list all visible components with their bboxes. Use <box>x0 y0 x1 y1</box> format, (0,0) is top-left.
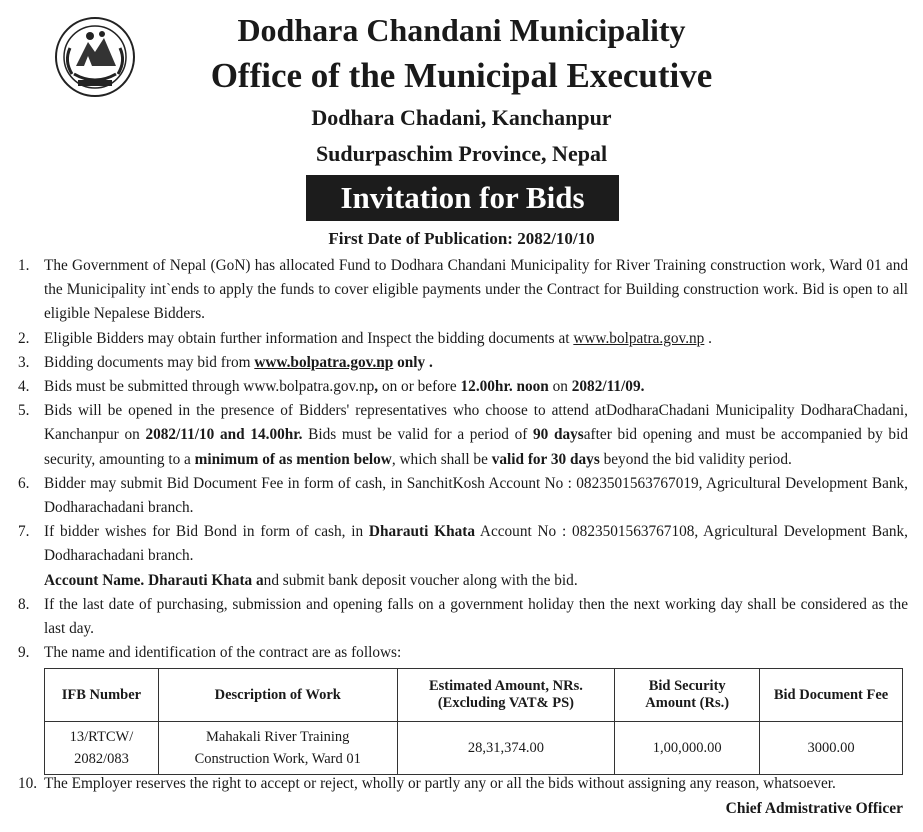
item-text <box>44 351 908 375</box>
item-text: Bidder may submit Bid Document Fee in form of cash, in SanchitKosh Account No : 0823501563767019, Agricultural Development Bank, Dodharachadani branch. <box>44 474 908 517</box>
col-estimated-amount <box>397 669 615 722</box>
conditions-list <box>18 254 908 665</box>
validity-period: 90 days <box>533 426 584 444</box>
cell-line: Construction Work, Ward 01 <box>194 751 361 767</box>
item-text-part: on or before <box>381 378 461 396</box>
header-line: Bid Security <box>648 678 726 694</box>
cell-bid-security: 1,00,000.00 <box>615 722 760 775</box>
item-number: 3. <box>18 353 30 371</box>
list-item <box>18 399 908 472</box>
col-document-fee: Bid Document Fee <box>760 669 903 722</box>
item-number: 10. <box>18 775 38 792</box>
item-text: The Government of Nepal (GoN) has allocated Fund to Dodhara Chandani Municipality for River Training construction work, Ward 01 and the Municipality int`ends to apply the funds to cover eligible payments under the Contract for Building construction work. Bid is open to all eligible Nepalese Bidders. <box>44 257 908 323</box>
item-text-part: , which shall be <box>391 450 492 468</box>
office-name: Office of the Municipal Executive <box>210 56 713 95</box>
item-number: 8. <box>18 595 30 613</box>
item-number: 7. <box>18 523 30 541</box>
list-item <box>18 254 908 327</box>
item-number: 6. <box>18 474 30 492</box>
list-item <box>18 327 908 351</box>
list-item <box>18 593 908 641</box>
account-label: Dharauti Khata <box>368 523 475 541</box>
item-number: 4. <box>18 378 30 396</box>
item-text-part: If bidder wishes for Bid Bond in form of cash, in <box>44 523 369 541</box>
item-text-part: Bids will be opened in the presence of Bidders' representatives who choose to attend atDodharaChadani Municipality DodharaChadani, Kanchanpur on <box>44 402 908 444</box>
item-text-part: Bids must be valid for a period of <box>302 426 534 444</box>
item-number: 2. <box>18 329 30 347</box>
item-text <box>44 327 908 351</box>
col-ifb-number: IFB Number <box>45 669 159 722</box>
item-text <box>44 399 908 472</box>
item-text-part: Eligible Bidders may obtain further information and Inspect the bidding documents at <box>44 329 574 347</box>
cell-document-fee: 3000.00 <box>760 722 903 775</box>
item-text: The name and identification of the contract are as follows: <box>44 644 402 662</box>
item-text-part: beyond the bid validity period. <box>599 450 792 468</box>
item-text: If the last date of purchasing, submission and opening falls on a government holiday then the next working day shall be considered as the last day. <box>44 595 908 638</box>
list-item <box>18 772 908 796</box>
col-description: Description of Work <box>158 669 397 722</box>
col-bid-security <box>615 669 760 722</box>
cell-estimated-amount: 28,31,374.00 <box>397 722 615 775</box>
municipality-name: Dodhara Chandani Municipality <box>237 12 686 48</box>
cell-line: 2082/083 <box>74 751 129 767</box>
account-name: Account Name. Dharauti Khata a <box>44 571 264 589</box>
item-text-part: Bidding documents may bid from <box>44 353 255 371</box>
item-text <box>44 375 908 399</box>
signatory-title: Chief Admistrative Officer <box>725 800 903 817</box>
notice-title: Invitation for Bids <box>306 175 619 221</box>
publication-date: First Date of Publication: 2082/10/10 <box>328 229 595 248</box>
item-number: 5. <box>18 402 30 420</box>
contract-table <box>44 668 903 775</box>
opening-date: 2082/11/10 and 14.00hr. <box>145 426 303 444</box>
item-text-bold: minimum of as mention below <box>194 450 392 468</box>
list-item <box>18 375 908 399</box>
office-address: Dodhara Chadani, Kanchanpur <box>311 105 612 130</box>
item-number: 9. <box>18 644 30 662</box>
table-row <box>45 722 903 775</box>
item-text-part: . <box>704 329 712 347</box>
submission-time: 12.00hr. noon <box>460 378 549 396</box>
header-line: Estimated Amount, NRs. <box>428 678 583 694</box>
table-header-row <box>45 669 903 722</box>
item-text-part: Account No : 0823501563767108, Agricultural Development Bank, Dodharachadani branch. <box>44 523 909 565</box>
item-text-part: on <box>548 378 572 396</box>
header-line: (Excluding VAT& PS) <box>437 695 574 711</box>
item-text-part: after bid opening and must be accompanied by bid security, amounting to a <box>44 426 908 468</box>
list-item <box>18 351 908 375</box>
list-item <box>18 641 908 665</box>
header-line: Amount (Rs.) <box>645 695 730 711</box>
list-item <box>18 520 908 593</box>
cell-line: 13/RTCW/ <box>69 729 134 745</box>
item-text-bold: valid for 30 days <box>491 450 600 468</box>
item-number: 1. <box>18 257 30 274</box>
cell-description <box>158 722 397 775</box>
item-text-part: nd submit bank deposit voucher along with the bid. <box>263 571 578 589</box>
item-text: The Employer reserves the right to accept or reject, wholly or partly any or all the bids without assigning any reason, whatsoever. <box>44 775 836 792</box>
cell-ifb-number <box>45 722 159 775</box>
item-text-part: Bids must be submitted through www.bolpatra.gov.np <box>44 378 375 396</box>
cell-line: Mahakali River Training <box>206 729 350 745</box>
submission-date: 2082/11/09. <box>571 378 645 396</box>
item-text-part: , <box>374 378 382 396</box>
item-text <box>44 520 908 593</box>
bolpatra-link[interactable]: www.bolpatra.gov.np <box>254 353 394 371</box>
item-text-part: only . <box>393 353 433 371</box>
province: Sudurpaschim Province, Nepal <box>315 141 608 166</box>
list-item <box>18 472 908 520</box>
bolpatra-link[interactable]: www.bolpatra.gov.np <box>573 329 705 347</box>
